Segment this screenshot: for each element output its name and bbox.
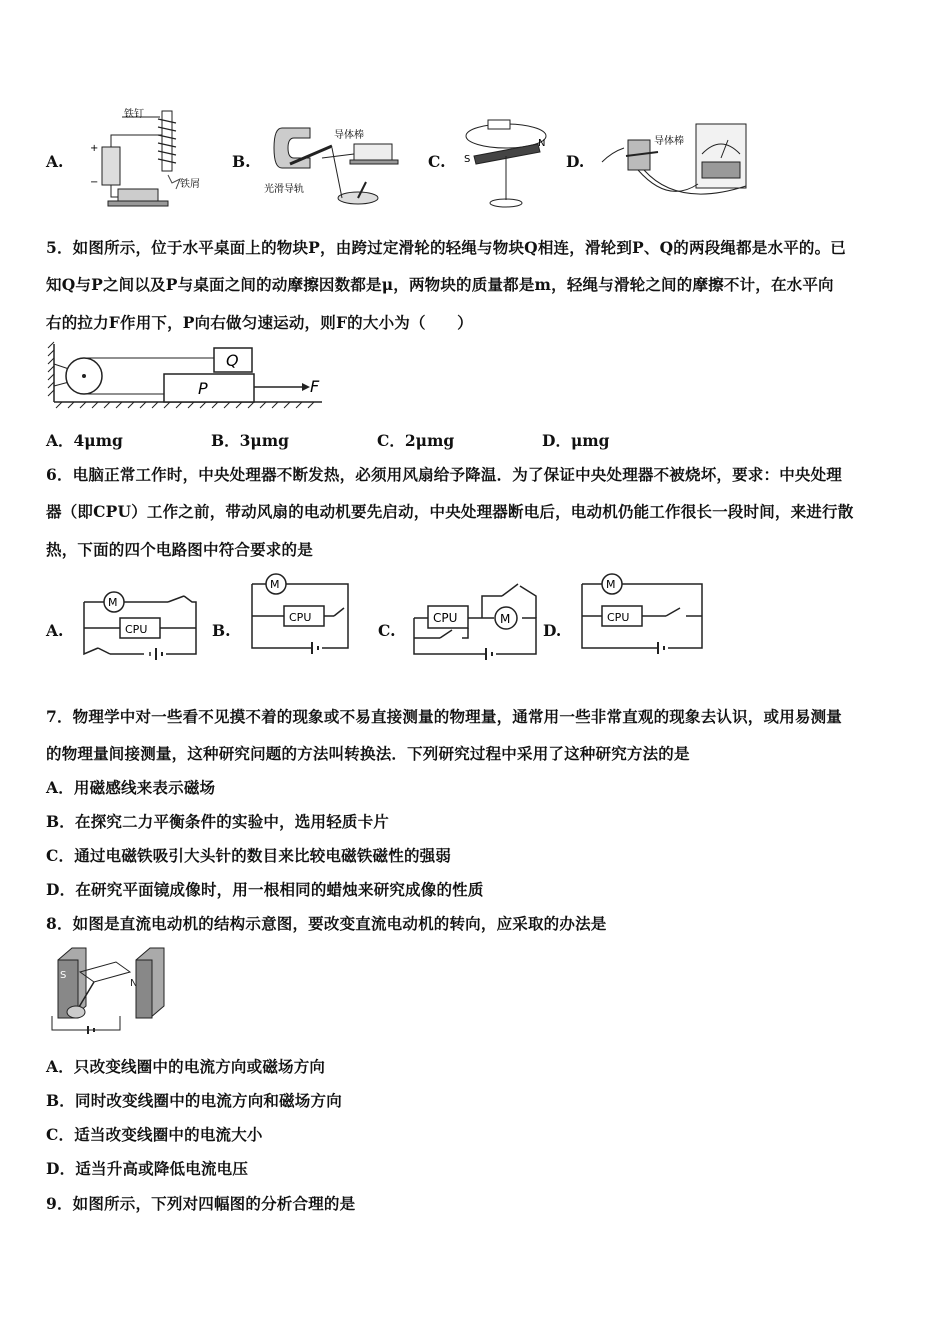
- svg-text:CPU: CPU: [607, 611, 630, 624]
- q5-pulley-figure: [46, 342, 326, 408]
- q5-text-line-1: 5．如图所示，位于水平桌面上的物块P，由跨过定滑轮的轻绳与物块Q相连，滑轮到P、Q的两段绳都是水平的。已: [46, 238, 847, 257]
- q5-block-q-label: Q: [226, 351, 239, 370]
- q5-option-a: A．4μmg: [46, 431, 123, 450]
- q7-text-line-2: 的物理量间接测量，这种研究问题的方法叫转换法．下列研究过程中采用了这种研究方法的是: [46, 744, 690, 763]
- svg-text:S: S: [464, 154, 471, 165]
- q9-text-line-1: 9．如图所示，下列对四幅图的分析合理的是: [46, 1194, 356, 1213]
- q6-option-b-label: B.: [212, 621, 231, 640]
- q8-option-d: D．适当升高或降低电流电压: [46, 1159, 249, 1178]
- q7-option-d: D．在研究平面镜成像时，用一根相同的蜡烛来研究成像的性质: [46, 880, 484, 899]
- q5-text-line-3: 右的拉力F作用下，P向右做匀速运动，则F的大小为（ ）: [46, 313, 473, 332]
- q4-option-c-label: C.: [428, 152, 446, 171]
- q4-option-b-label: B.: [232, 152, 251, 171]
- svg-text:−: −: [90, 177, 99, 188]
- q7-option-c: C．通过电磁铁吸引大头针的数目来比较电磁铁磁性的强弱: [46, 846, 452, 865]
- q4-option-d-label: D.: [566, 152, 585, 171]
- q8-option-c: C．适当改变线圈中的电流大小: [46, 1125, 263, 1144]
- q6-circuit-b: [248, 576, 358, 656]
- q8-dc-motor-figure: [46, 942, 166, 1034]
- q7-option-b: B．在探究二力平衡条件的实验中，选用轻质卡片: [46, 812, 390, 831]
- q4-figure-d-galvanometer: [598, 118, 758, 210]
- q5-force-f-label: F: [310, 377, 320, 396]
- svg-text:N: N: [538, 138, 546, 149]
- q4-fig-b-rod-label: 导体棒: [334, 130, 364, 141]
- q6-text-line-2: 器（即CPU）工作之前，带动风扇的电动机要先启动，中央处理器断电后，电动机仍能工作很长一段时间，来进行散: [46, 502, 854, 521]
- svg-text:M: M: [606, 578, 616, 591]
- q8-text-line-1: 8．如图是直流电动机的结构示意图，要改变直流电动机的转向，应采取的办法是: [46, 914, 607, 933]
- svg-text:M: M: [108, 596, 118, 609]
- q5-option-c: C．2μmg: [377, 431, 455, 450]
- q6-text-line-1: 6．电脑正常工作时，中央处理器不断发热，必须用风扇给予降温．为了保证中央处理器不被烧坏，要求：中央处理: [46, 465, 842, 484]
- q6-circuit-c: [410, 578, 540, 658]
- q8-magnet-s-label: S: [60, 970, 67, 981]
- q6-option-c-label: C.: [378, 621, 396, 640]
- q8-magnet-n-label: N: [130, 978, 138, 989]
- q4-fig-a-iron-filings-label: 铁屑: [180, 179, 200, 190]
- q6-circuit-d: [578, 576, 708, 656]
- q4-figure-a-electromagnet: [80, 105, 220, 210]
- q4-figure-b-rail-magnet: [262, 118, 412, 213]
- q7-option-a: A．用磁感线来表示磁场: [46, 778, 216, 797]
- svg-text:+: +: [90, 143, 99, 154]
- q8-option-b: B．同时改变线圈中的电流方向和磁场方向: [46, 1091, 342, 1110]
- svg-text:CPU: CPU: [433, 611, 458, 625]
- q8-option-a: A．只改变线圈中的电流方向或磁场方向: [46, 1057, 326, 1076]
- svg-text:M: M: [500, 612, 511, 626]
- q6-text-line-3: 热，下面的四个电路图中符合要求的是: [46, 540, 313, 559]
- q5-text-line-2: 知Q与P之间以及P与桌面之间的动摩擦因数都是μ，两物块的质量都是m，轻绳与滑轮之间的摩擦不计，在水平向: [46, 275, 834, 294]
- q4-fig-d-rod-label: 导体棒: [654, 136, 684, 147]
- q4-figure-c-compass-magnet: [458, 108, 558, 213]
- q4-fig-b-rail-label: 光滑导轨: [264, 184, 304, 195]
- q6-option-a-label: A.: [46, 621, 64, 640]
- q5-option-d: D．μmg: [542, 431, 610, 450]
- q4-option-a-label: A.: [46, 152, 64, 171]
- q5-block-p-label: P: [198, 379, 208, 398]
- q5-option-b: B．3μmg: [211, 431, 289, 450]
- q7-text-line-1: 7．物理学中对一些看不见摸不着的现象或不易直接测量的物理量，通常用一些非常直观的现象去认识，或用易测量: [46, 707, 842, 726]
- q6-circuit-a: [80, 590, 200, 660]
- svg-text:CPU: CPU: [125, 623, 148, 636]
- q6-option-d-label: D.: [543, 621, 562, 640]
- q4-fig-a-iron-nail-label: 铁钉: [124, 109, 144, 120]
- svg-text:M: M: [270, 578, 280, 591]
- svg-text:CPU: CPU: [289, 611, 312, 624]
